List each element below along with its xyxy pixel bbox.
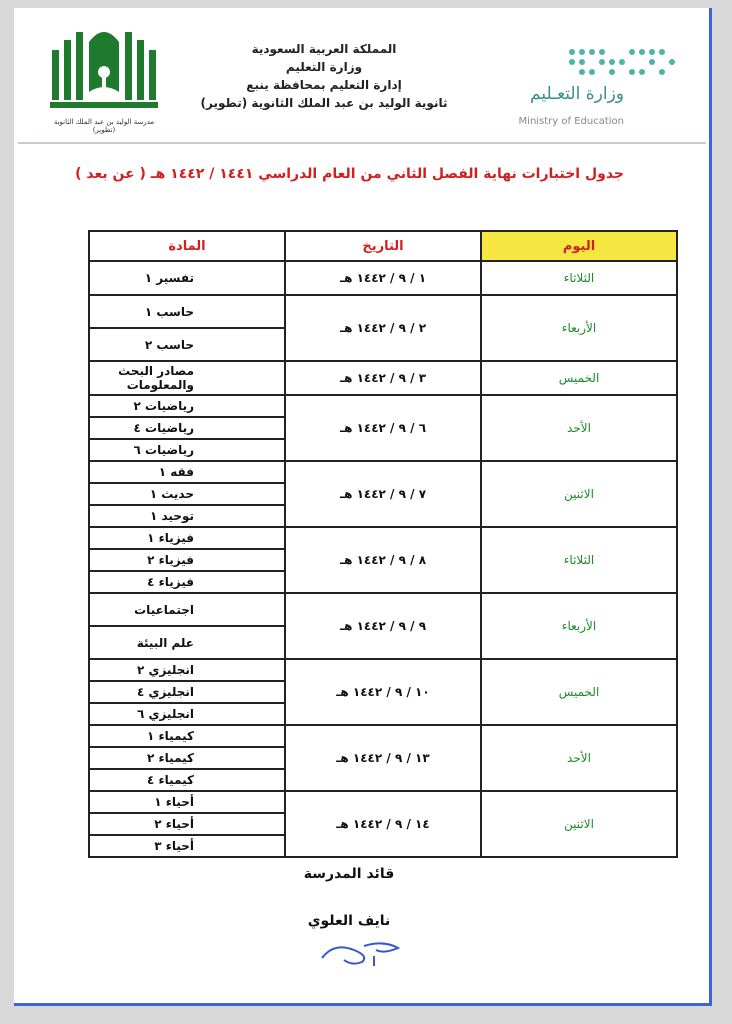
subject-cell — [89, 681, 285, 703]
subject-cell — [89, 395, 285, 417]
header-divider — [18, 142, 706, 144]
day-cell: الخميس — [481, 659, 677, 725]
subject-cell — [89, 527, 285, 549]
table-row — [89, 791, 677, 813]
date-cell: ١٠ / ٩ / ١٤٤٢ هـ — [285, 659, 481, 725]
subject-label: حاسب ١ — [144, 304, 194, 319]
day-cell: الاثنين — [481, 791, 677, 857]
subject-label: حاسب ٢ — [144, 337, 194, 352]
moe-dots-icon — [562, 44, 682, 84]
subject-label: مصادر البحث والمعلومات — [118, 364, 194, 392]
date-cell: ٢ / ٩ / ١٤٤٢ هـ — [285, 295, 481, 361]
header-line-country: المملكة العربية السعودية — [251, 42, 397, 56]
subject-cell — [89, 769, 285, 791]
column-header-subject: المادة — [89, 231, 285, 261]
subject-label: كيمياء ٤ — [147, 773, 194, 787]
subject-label: رياضيات ٤ — [133, 421, 194, 435]
table-row — [89, 261, 677, 295]
subject-cell — [89, 328, 285, 361]
school-logo — [44, 22, 164, 132]
leader-name: نايف العلوي — [307, 913, 391, 929]
subject-cell — [89, 626, 285, 659]
subject-cell — [89, 703, 285, 725]
subject-cell — [89, 261, 285, 295]
moe-name-ar: وزارة التعـليم — [530, 84, 624, 104]
day-cell: الخميس — [481, 361, 677, 395]
day-cell: الثلاثاء — [481, 261, 677, 295]
subject-label: كيمياء ١ — [147, 729, 194, 743]
subject-cell — [89, 835, 285, 857]
table-row — [89, 725, 677, 747]
table-row — [89, 295, 677, 328]
subject-cell — [89, 747, 285, 769]
subject-label: أحياء ٣ — [154, 839, 194, 853]
header-line-school: ثانوية الوليد بن عبد الملك الثانوية (تطوير) — [200, 96, 448, 110]
exam-schedule-table — [88, 230, 678, 858]
subject-cell — [89, 791, 285, 813]
date-cell: ٩ / ٩ / ١٤٤٢ هـ — [285, 593, 481, 659]
subject-cell — [89, 659, 285, 681]
letterhead — [194, 40, 454, 112]
header-line-directorate: إدارة التعليم بمحافظة ينبع — [246, 78, 402, 92]
subject-cell — [89, 505, 285, 527]
date-cell: ١٤ / ٩ / ١٤٤٢ هـ — [285, 791, 481, 857]
subject-cell — [89, 483, 285, 505]
table-row — [89, 659, 677, 681]
page-title: جدول اختبارات نهاية الفصل الثاني من العام الدراسي ١٤٤١ / ١٤٤٢ هـ ( عن بعد ) — [75, 166, 624, 182]
day-cell: الأحد — [481, 725, 677, 791]
subject-label: تفسير ١ — [144, 271, 194, 285]
table-row — [89, 461, 677, 483]
subject-label: انجليزي ٦ — [136, 707, 194, 721]
table-row — [89, 527, 677, 549]
subject-cell — [89, 439, 285, 461]
table-row — [89, 593, 677, 626]
subject-label: أحياء ١ — [154, 795, 194, 809]
subject-label: انجليزي ٢ — [136, 663, 194, 677]
subject-label: كيمياء ٢ — [147, 751, 194, 765]
date-cell: ١ / ٩ / ١٤٤٢ هـ — [285, 261, 481, 295]
day-cell: الأحد — [481, 395, 677, 461]
subject-label: فيزياء ١ — [147, 531, 194, 545]
subject-cell — [89, 725, 285, 747]
day-cell: الأربعاء — [481, 593, 677, 659]
date-cell: ٧ / ٩ / ١٤٤٢ هـ — [285, 461, 481, 527]
date-cell: ١٣ / ٩ / ١٤٤٢ هـ — [285, 725, 481, 791]
signature-mark — [314, 936, 404, 970]
subject-label: فيزياء ٤ — [147, 575, 194, 589]
school-logo-caption: مدرسة الوليد بن عبد الملك الثانوية (تطوير) — [53, 118, 155, 134]
subject-label: حديث ١ — [149, 487, 194, 501]
column-header-day: اليوم — [481, 231, 677, 261]
date-cell: ٣ / ٩ / ١٤٤٢ هـ — [285, 361, 481, 395]
subject-cell — [89, 813, 285, 835]
day-cell: الثلاثاء — [481, 527, 677, 593]
subject-label: علم البيئة — [136, 635, 194, 650]
book-logo-icon — [44, 22, 164, 114]
day-cell: الأربعاء — [481, 295, 677, 361]
header-line-ministry: وزارة التعليم — [285, 60, 363, 74]
subject-label: انجليزي ٤ — [136, 685, 194, 699]
subject-label: فيزياء ٢ — [147, 553, 194, 567]
subject-cell — [89, 361, 285, 395]
subject-cell — [89, 461, 285, 483]
subject-label: رياضيات ٢ — [133, 399, 194, 413]
subject-label: فقه ١ — [158, 465, 194, 479]
moe-logo — [494, 38, 694, 138]
subject-cell — [89, 571, 285, 593]
subject-cell — [89, 295, 285, 328]
document-page — [14, 8, 712, 1006]
column-header-date: التاريخ — [285, 231, 481, 261]
day-cell: الاثنين — [481, 461, 677, 527]
subject-cell — [89, 417, 285, 439]
subject-cell — [89, 593, 285, 626]
subject-label: أحياء ٢ — [154, 817, 194, 831]
table-row — [89, 395, 677, 417]
subject-cell — [89, 549, 285, 571]
leader-title: قائد المدرسة — [303, 866, 395, 882]
table-header-row — [89, 231, 677, 261]
date-cell: ٦ / ٩ / ١٤٤٢ هـ — [285, 395, 481, 461]
table-row — [89, 361, 677, 395]
date-cell: ٨ / ٩ / ١٤٤٢ هـ — [285, 527, 481, 593]
subject-label: توحيد ١ — [149, 509, 194, 523]
subject-label: رياضيات ٦ — [133, 443, 194, 457]
moe-name-en: Ministry of Education — [518, 116, 624, 127]
subject-label: اجتماعيات — [134, 602, 194, 617]
